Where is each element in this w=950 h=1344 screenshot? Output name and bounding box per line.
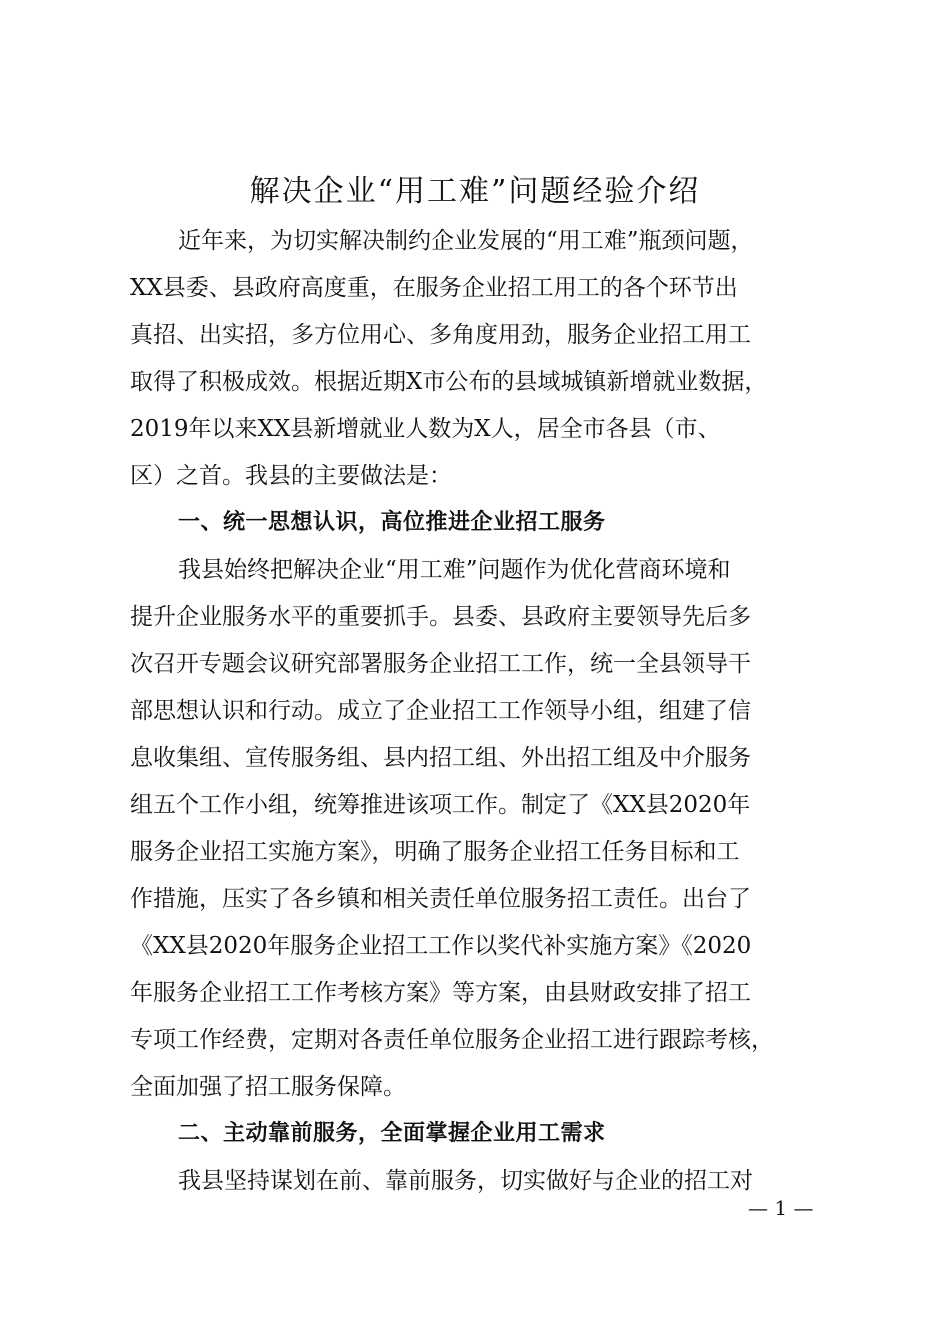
paragraph-line: 部思想认识和行动。成立了企业招工工作领导小组，组建了信 [130,698,751,724]
paragraph-line: 近年来，为切实解决制约企业发展的“用工难”瓶颈问题， [178,228,754,254]
paragraph-line: 次召开专题会议研究部署服务企业招工工作，统一全县领导干 [130,651,751,677]
paragraph-line: 专项工作经费，定期对各责任单位服务企业招工进行跟踪考核， [130,1027,774,1053]
paragraph-line: 2019年以来XX县新增就业人数为X人，居全市各县（市、 [130,416,721,442]
paragraph-line: 服务企业招工实施方案》，明确了服务企业招工任务目标和工 [130,839,740,865]
paragraph-line: 取得了积极成效。根据近期X市公布的县域城镇新增就业数据， [130,369,768,395]
paragraph-line: 作措施，压实了各乡镇和相关责任单位服务招工责任。出台了 [130,886,751,912]
section-heading-2: 二、主动靠前服务，全面掌握企业用工需求 [178,1121,606,1146]
paragraph-line: XX县委、县政府高度重，在服务企业招工用工的各个环节出 [130,275,738,301]
paragraph-line: 《XX县2020年服务企业招工工作以奖代补实施方案》《2020 [130,933,752,959]
paragraph-line: 区）之首。我县的主要做法是： [130,463,452,489]
paragraph-line: 我县始终把解决企业“用工难”问题作为优化营商环境和 [178,557,731,583]
section-heading-1: 一、统一思想认识，高位推进企业招工服务 [178,510,606,535]
paragraph-line: 息收集组、宣传服务组、县内招工组、外出招工组及中介服务 [130,745,751,771]
page-number: — 1 — [748,1196,814,1220]
paragraph-line: 年服务企业招工工作考核方案》等方案，由县财政安排了招工 [130,980,751,1006]
document-title: 解决企业“用工难”问题经验介绍 [249,174,701,209]
paragraph-line: 组五个工作小组，统筹推进该项工作。制定了《XX县2020年 [130,792,751,818]
paragraph-line: 全面加强了招工服务保障。 [130,1074,406,1100]
paragraph-line: 我县坚持谋划在前、靠前服务，切实做好与企业的招工对 [178,1168,753,1194]
paragraph-line: 提升企业服务水平的重要抓手。县委、县政府主要领导先后多 [130,604,751,630]
paragraph-line: 真招、出实招，多方位用心、多角度用劲，服务企业招工用工 [130,322,751,348]
